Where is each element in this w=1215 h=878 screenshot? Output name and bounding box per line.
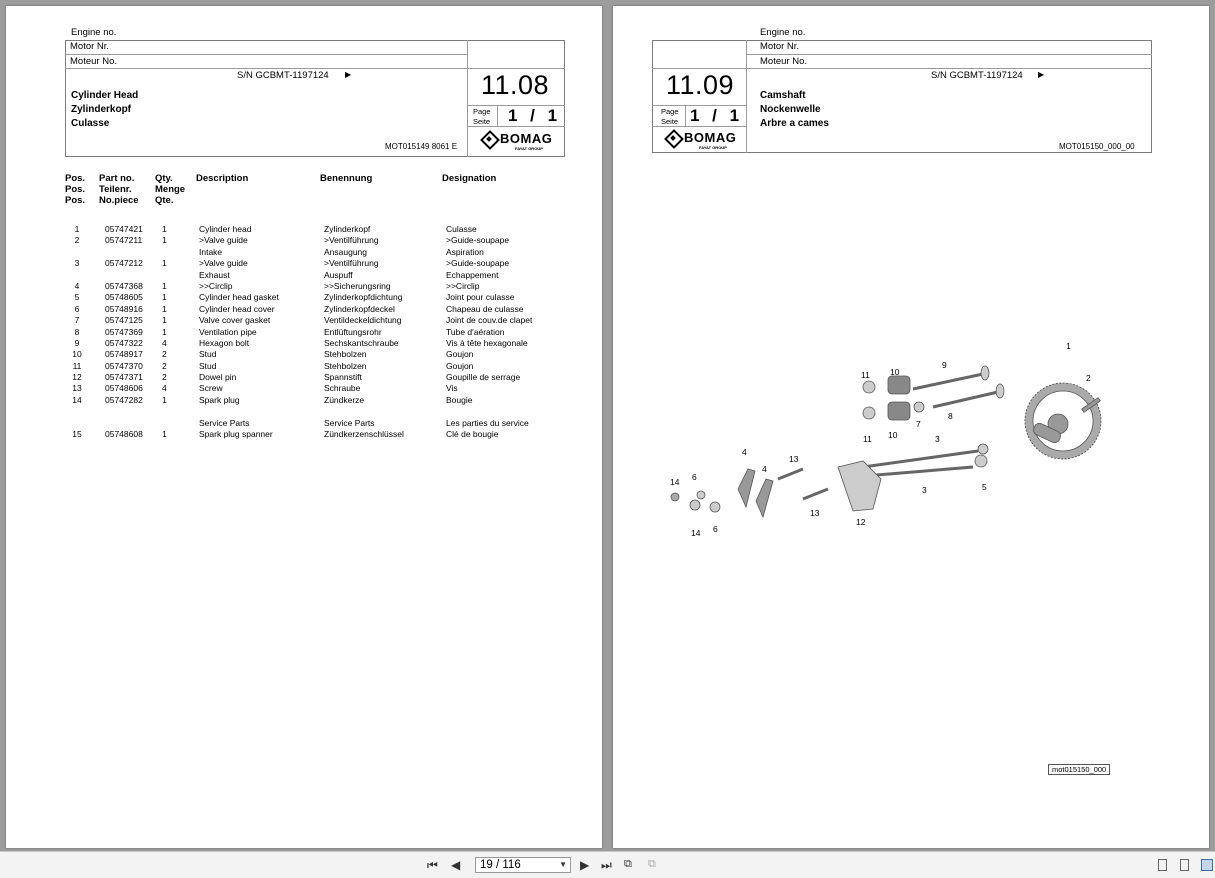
qty-cell: 2: [162, 372, 167, 383]
benennung-cell: Zylinderkopfdeckel: [324, 303, 395, 314]
description-cell: Stud: [199, 360, 217, 371]
description-cell: Ventilation pipe: [199, 326, 257, 337]
col-part-header: Part no. Teilenr. No.piece: [99, 173, 139, 206]
qty-cell: 1: [162, 303, 167, 314]
serial-number: S/N GCBMT-1197124: [237, 70, 329, 81]
pos-cell: 11: [72, 360, 82, 371]
col-designation-header: Designation: [442, 173, 497, 184]
description-cell: Spark plug: [199, 394, 240, 405]
designation-cell: Clé de bougie: [446, 429, 499, 440]
description-cell: Exhaust: [199, 269, 230, 280]
part-number-cell: 05748606: [105, 383, 143, 394]
part-number-cell: 05747369: [105, 326, 143, 337]
description-cell: Intake: [199, 246, 223, 257]
part-number-cell: 05747370: [105, 360, 143, 371]
callout-6b: 6: [713, 524, 718, 534]
copy-icon[interactable]: ⧉: [648, 858, 656, 870]
description-cell: Valve cover gasket: [199, 315, 271, 326]
description-cell: Stud: [199, 349, 217, 360]
callout-11: 11: [861, 370, 870, 380]
callout-3: 3: [935, 434, 940, 444]
bomag-logo: BOMAG FAYAT GROUP: [482, 131, 554, 153]
seite-label: Seite: [661, 117, 679, 126]
description-cell: >Valve guide: [199, 235, 248, 246]
part-number-cell: 05747212: [105, 258, 143, 269]
designation-cell: >Guide-soupape: [446, 258, 510, 269]
export-icon[interactable]: ⧉: [624, 858, 632, 870]
col-qty-header: Qty. Menge Qte.: [155, 173, 186, 206]
callout-9: 9: [942, 360, 947, 370]
drawing-ref: MOT015149 8061 E: [385, 142, 458, 151]
designation-cell: >Guide-soupape: [446, 235, 510, 246]
designation-cell: Echappement: [446, 269, 499, 280]
callout-8: 8: [948, 411, 953, 421]
benennung-cell: Sechskantschraube: [324, 337, 399, 348]
benennung-cell: Spannstift: [324, 372, 362, 383]
designation-cell: Culasse: [446, 224, 477, 234]
pos-cell: 1: [74, 224, 80, 234]
skip-first-icon[interactable]: ⏮: [427, 858, 438, 872]
title-fr: Arbre a cames: [760, 118, 829, 129]
part-number-cell: 05747371: [105, 372, 143, 383]
dropdown-caret-icon[interactable]: ▼: [559, 860, 567, 869]
part-number-cell: 05747125: [105, 315, 143, 326]
part-number-cell: 05748916: [105, 303, 143, 314]
pos-cell: 8: [74, 326, 80, 337]
serial-arrow-icon: ▶: [1038, 70, 1045, 79]
pos-cell: 6: [74, 303, 80, 314]
part-number-cell: 05747421: [105, 224, 143, 234]
serial-number: S/N GCBMT-1197124: [931, 70, 1023, 81]
qty-cell: 1: [162, 292, 167, 303]
callout-3b: 3: [922, 485, 927, 495]
pos-cell: 4: [74, 280, 80, 291]
title-en: Camshaft: [760, 90, 806, 101]
part-number-cell: 05748605: [105, 292, 143, 303]
page-value: 1 / 1: [508, 106, 562, 125]
callout-11b: 11: [863, 434, 872, 444]
qty-cell: 1: [162, 258, 167, 269]
benennung-cell: Zündkerze: [324, 394, 365, 405]
title-de: Zylinderkopf: [71, 104, 132, 115]
callout-10b: 10: [888, 430, 898, 440]
seite-label: Seite: [473, 117, 491, 126]
pos-cell: 10: [72, 349, 82, 360]
bomag-logo: BOMAG FAYAT GROUP: [666, 130, 738, 152]
part-number-cell: 05747322: [105, 337, 143, 348]
qty-cell: 1: [162, 224, 167, 234]
left-page: [6, 6, 602, 848]
callout-4b: 4: [762, 464, 767, 474]
engine-no-label: Engine no.: [760, 27, 806, 38]
skip-last-icon[interactable]: ⏭: [601, 858, 612, 872]
engine-no-label: Engine no.: [71, 27, 117, 38]
description-cell: Cylinder head: [199, 224, 252, 234]
pos-cell: 12: [72, 372, 82, 383]
single-page-view-icon[interactable]: [1158, 859, 1167, 871]
page-value: 1 / 1: [690, 106, 744, 125]
benennung-cell: >Ventilführung: [324, 235, 379, 246]
callout-2: 2: [1086, 373, 1091, 383]
callout-14: 14: [670, 477, 680, 487]
title-fr: Culasse: [71, 118, 110, 129]
qty-cell: 2: [162, 360, 167, 371]
part-number-cell: 05748608: [105, 429, 143, 440]
continuous-view-icon[interactable]: [1180, 859, 1189, 871]
callout-4: 4: [742, 447, 747, 457]
drawing-ref: MOT015150_000_00: [1059, 142, 1135, 151]
title-de: Nockenwelle: [760, 104, 821, 115]
description-cell: Screw: [199, 383, 223, 394]
designation-cell: Tube d'aération: [446, 326, 505, 337]
pos-cell: 9: [74, 337, 80, 348]
designation-cell: Joint de couv.de clapet: [446, 315, 533, 326]
part-number-cell: 05747368: [105, 280, 143, 291]
part-number-cell: 05747282: [105, 394, 143, 405]
designation-cell: Aspiration: [446, 246, 484, 257]
description-cell: Cylinder head gasket: [199, 292, 279, 303]
description-cell: Cylinder head cover: [199, 303, 275, 314]
pos-cell: 14: [72, 394, 82, 405]
col-pos-header: Pos. Pos. Pos.: [65, 173, 86, 206]
part-number-cell: 05748917: [105, 349, 143, 360]
callout-6: 6: [692, 472, 697, 482]
moteur-no-label: Moteur No.: [760, 56, 807, 67]
qty-cell: 1: [162, 280, 167, 291]
camshaft-exploded-diagram: [653, 329, 1153, 549]
benennung-cell: Zylinderkopfdichtung: [324, 292, 403, 303]
callout-5: 5: [982, 482, 987, 492]
designation-cell: Vis: [446, 383, 458, 394]
pos-cell: 7: [74, 315, 80, 326]
callout-14b: 14: [691, 528, 701, 538]
motor-nr-label: Motor Nr.: [70, 41, 110, 52]
benennung-cell: Ansaugung: [324, 246, 368, 257]
part-number-cell: 05747211: [105, 235, 143, 246]
two-page-view-icon[interactable]: [1201, 859, 1213, 871]
benennung-cell: Auspuff: [324, 269, 353, 280]
benennung-cell: >>Sicherungsring: [324, 280, 391, 291]
description-cell: Dowel pin: [199, 372, 237, 383]
pos-cell: 13: [72, 383, 82, 394]
callout-13b: 13: [810, 508, 820, 518]
benennung-cell: Stehbolzen: [324, 349, 367, 360]
designation-cell: Goujon: [446, 349, 474, 360]
pos-cell: 5: [74, 292, 80, 303]
page-label: Page: [661, 107, 679, 116]
pos-cell: 2: [74, 235, 80, 246]
designation-cell: >>Circlip: [446, 280, 480, 291]
benennung-cell: Entlüftungsrohr: [324, 326, 382, 337]
col-benennung-header: Benennung: [320, 173, 373, 184]
description-cell: >>Circlip: [199, 280, 233, 291]
pos-cell: 15: [72, 429, 82, 440]
prev-page-icon[interactable]: ◀: [451, 858, 461, 872]
qty-cell: 1: [162, 394, 167, 405]
benennung-cell: Zylinderkopf: [324, 224, 371, 234]
designation-cell: Les parties du service: [446, 417, 529, 428]
section-number: 11.09: [666, 70, 735, 100]
qty-cell: 4: [162, 337, 167, 348]
callout-10: 10: [890, 367, 900, 377]
description-cell: Spark plug spanner: [199, 429, 273, 440]
benennung-cell: >Ventilführung: [324, 258, 379, 269]
callout-12: 12: [856, 517, 866, 527]
designation-cell: Goupille de serrage: [446, 372, 521, 383]
benennung-cell: Zündkerzenschlüssel: [324, 429, 404, 440]
pos-cell: 3: [74, 258, 80, 269]
section-number: 11.08: [481, 70, 550, 100]
description-cell: >Valve guide: [199, 258, 248, 269]
description-cell: Hexagon bolt: [199, 337, 250, 348]
callout-13: 13: [789, 454, 799, 464]
figure-label: mot015150_000: [1048, 764, 1110, 775]
next-page-icon[interactable]: ▶: [580, 858, 590, 872]
moteur-no-label: Moteur No.: [70, 56, 117, 67]
pdf-toolbar: [0, 851, 1215, 878]
benennung-cell: Service Parts: [324, 417, 375, 428]
col-description-header: Description: [196, 173, 249, 184]
designation-cell: Goujon: [446, 360, 474, 371]
description-cell: Service Parts: [199, 417, 250, 428]
designation-cell: Vis à tête hexagonale: [446, 337, 528, 348]
right-page: [613, 6, 1209, 848]
benennung-cell: Ventildeckeldichtung: [324, 315, 402, 326]
designation-cell: Bougie: [446, 394, 473, 405]
qty-cell: 1: [162, 429, 167, 440]
benennung-cell: Stehbolzen: [324, 360, 367, 371]
designation-cell: Joint pour culasse: [446, 292, 515, 303]
qty-cell: 1: [162, 326, 167, 337]
page-label: Page: [473, 107, 491, 116]
qty-cell: 2: [162, 349, 167, 360]
callout-7: 7: [916, 419, 921, 429]
motor-nr-label: Motor Nr.: [760, 41, 800, 52]
title-en: Cylinder Head: [71, 90, 139, 101]
page-number-field[interactable]: 19 / 116 ▼: [475, 857, 571, 873]
qty-cell: 1: [162, 235, 167, 246]
designation-cell: Chapeau de culasse: [446, 303, 524, 314]
qty-cell: 1: [162, 315, 167, 326]
benennung-cell: Schraube: [324, 383, 361, 394]
qty-cell: 4: [162, 383, 167, 394]
callout-1: 1: [1066, 341, 1071, 351]
serial-arrow-icon: ▶: [345, 70, 352, 79]
